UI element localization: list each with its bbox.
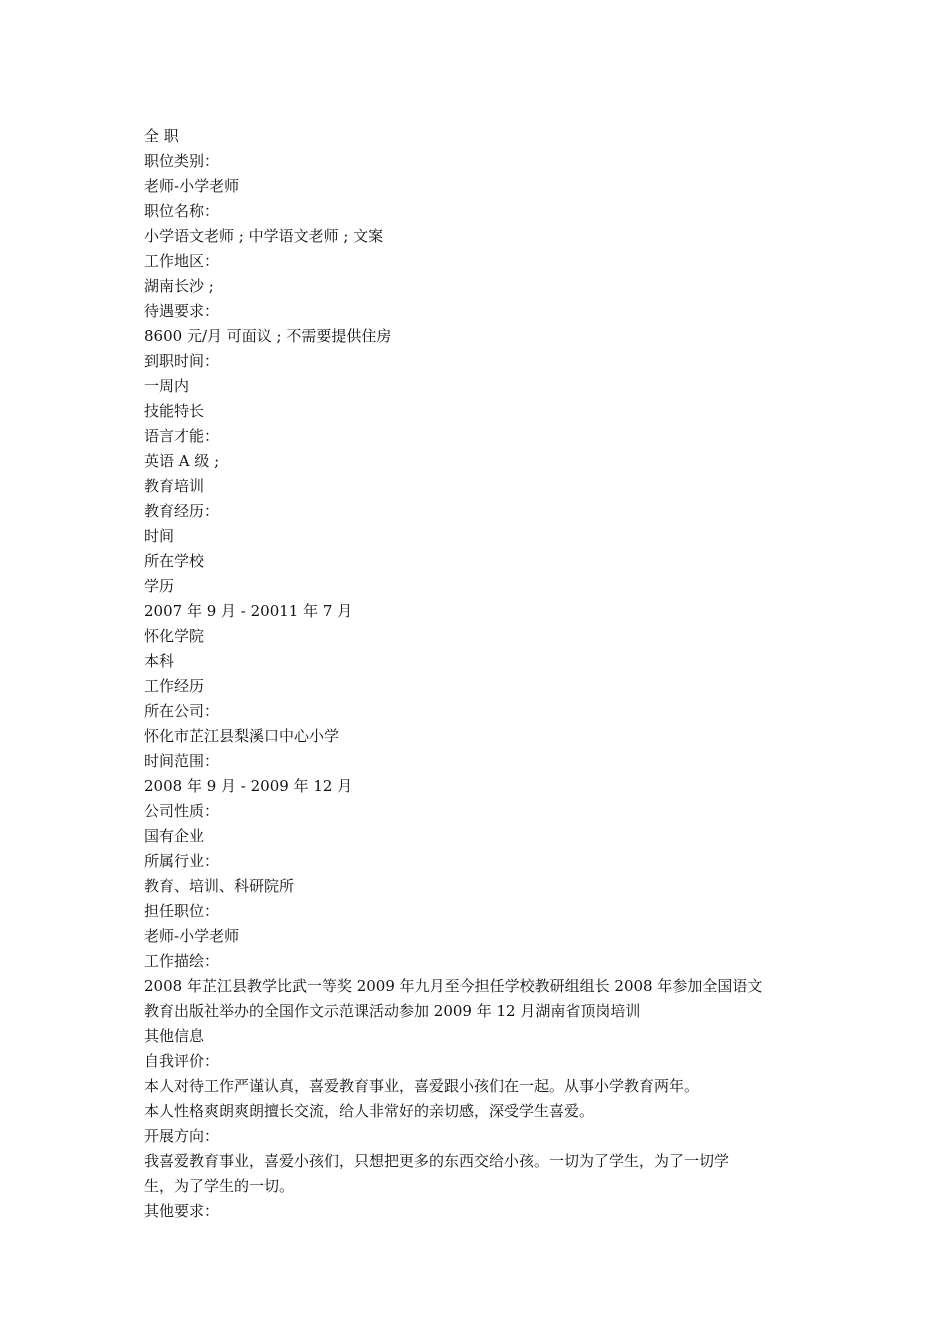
development-direction-line-1: 我喜爱教育事业，喜爱小孩们，只想把更多的东西交给小孩。一切为了学生，为了一切学: [144, 1152, 730, 1170]
education-school-header: 所在学校: [144, 552, 205, 570]
position-value: 老师-小学老师: [144, 927, 240, 945]
work-description-line-1: 2008 年芷江县教学比武一等奖 2009 年九月至今担任学校教研组组长 2008 年参加全国语文: [144, 977, 763, 995]
job-title-label: 职位名称：: [144, 202, 220, 220]
language-value: 英语 A 级 ;: [144, 452, 220, 470]
work-region-value: 湖南长沙 ;: [144, 277, 214, 295]
skills-heading: 技能特长: [144, 402, 205, 420]
development-direction-label: 开展方向：: [144, 1127, 220, 1145]
job-category-label: 职位类别：: [144, 152, 220, 170]
salary-label: 待遇要求：: [144, 302, 220, 320]
work-experience-heading: 工作经历: [144, 677, 205, 695]
industry-label: 所属行业：: [144, 852, 220, 870]
language-label: 语言才能：: [144, 427, 220, 445]
education-time-header: 时间: [144, 527, 175, 545]
work-period-value: 2008 年 9 月 - 2009 年 12 月: [144, 777, 353, 795]
company-nature-label: 公司性质：: [144, 802, 220, 820]
position-label: 担任职位：: [144, 902, 220, 920]
job-category-value: 老师-小学老师: [144, 177, 240, 195]
work-description-line-2: 教育出版社举办的全国作文示范课活动参加 2009 年 12 月湖南省顶岗培训: [144, 1002, 641, 1020]
other-requirements-label: 其他要求：: [144, 1202, 220, 1220]
self-evaluation-line-2: 本人性格爽朗爽朗擅长交流，给人非常好的亲切感，深受学生喜爱。: [144, 1102, 595, 1120]
resume-body: [144, 124, 810, 1224]
work-period-label: 时间范围：: [144, 752, 220, 770]
work-region-label: 工作地区：: [144, 252, 220, 270]
education-training-heading: 教育培训: [144, 477, 205, 495]
industry-value: 教育、培训、科研院所: [144, 877, 295, 895]
development-direction-line-2: 生，为了学生的一切。: [144, 1177, 295, 1195]
company-value: 怀化市芷江县梨溪口中心小学: [144, 727, 340, 745]
self-evaluation-line-1: 本人对待工作严谨认真，喜爱教育事业，喜爱跟小孩们在一起。从事小学教育两年。: [144, 1077, 700, 1095]
work-description-label: 工作描绘：: [144, 952, 220, 970]
salary-value: 8600 元/月 可面议 ; 不需要提供住房: [144, 327, 392, 345]
start-time-label: 到职时间：: [144, 352, 220, 370]
job-type-text: 全 职: [144, 127, 179, 145]
other-info-heading: 其他信息: [144, 1027, 205, 1045]
education-school: 怀化学院: [144, 627, 205, 645]
job-title-value: 小学语文老师 ; 中学语文老师 ; 文案: [144, 227, 384, 245]
education-degree: 本科: [144, 652, 175, 670]
company-nature-value: 国有企业: [144, 827, 205, 845]
education-degree-header: 学历: [144, 577, 175, 595]
education-period: 2007 年 9 月 - 20011 年 7 月: [144, 602, 353, 620]
company-label: 所在公司：: [144, 702, 220, 720]
education-history-label: 教育经历：: [144, 502, 220, 520]
start-time-value: 一周内: [144, 377, 190, 395]
self-evaluation-label: 自我评价：: [144, 1052, 220, 1070]
